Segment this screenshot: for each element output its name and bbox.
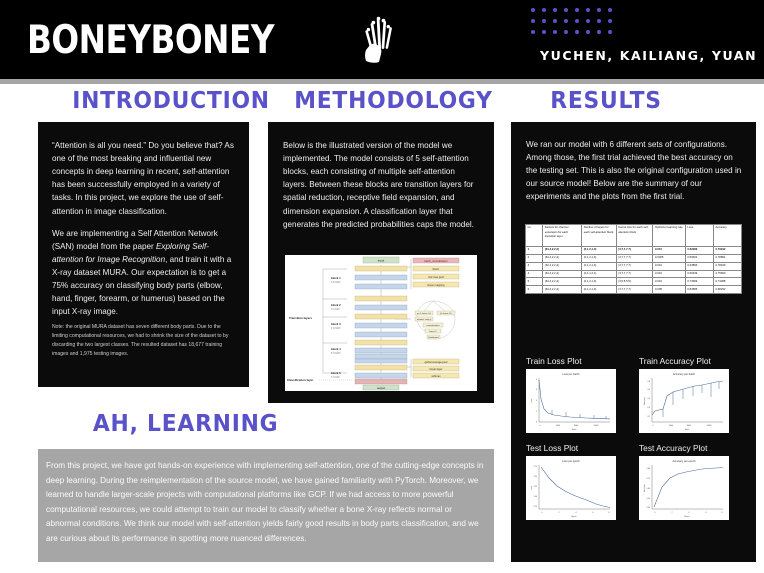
results-paragraph-1: We ran our model with 6 different sets of configurations. Among those, the first trial achieved the best accuracy on the testing set. This is also the original configuration used in our source model! Below are the summary of our experiments and the plots from the first trial. [526, 140, 742, 202]
table-cell-4: 0.001 [653, 262, 685, 270]
table-header-cell-0: no. [526, 225, 543, 247]
table-cell-6: 0.68292 [713, 286, 741, 294]
svg-text:4: 4 [575, 512, 577, 514]
plot-test-loss [526, 443, 616, 520]
introduction-body [52, 139, 236, 327]
svg-text:block 3: block 3 [331, 322, 341, 326]
methodology-body [283, 139, 479, 240]
svg-text:8000: 8000 [574, 425, 578, 427]
table-cell-0: 5 [526, 278, 543, 286]
svg-text:2: 2 [558, 512, 560, 514]
table-row [526, 247, 742, 255]
svg-text:input: input [377, 258, 385, 263]
table-cell-4: 0.001 [653, 247, 685, 255]
svg-text:0.3: 0.3 [647, 407, 650, 409]
introduction-paragraph-1: “Attention is all you need.” Do you believe that? As one of the most breaking and influential new concepts in deep learning in recent, self-attention has been successfully employed in a variety of tasks. In this project, we explore the use of self-attention in image classification. [52, 141, 234, 216]
table-header-cell-1: Factors for channel expansion for each transition layer [543, 225, 582, 247]
panel-methodology [268, 122, 494, 403]
svg-text:Classification layer: Classification layer [287, 378, 314, 382]
svg-text:5: 5 [536, 379, 537, 381]
svg-text:Batch: Batch [571, 429, 577, 431]
table-cell-4: 0.0005 [653, 254, 685, 262]
svg-text:2: 2 [671, 512, 673, 514]
plot-train-loss [526, 356, 616, 433]
svg-text:Loss: Loss [531, 399, 533, 403]
table-row [526, 262, 742, 270]
table-cell-5: 0.73369 [685, 278, 713, 286]
table-cell-1: (64,4,2,2,2) [543, 270, 582, 278]
plot-title-test-loss: Test Loss Plot [526, 443, 579, 453]
svg-text:Hadamard: Hadamard [428, 337, 439, 339]
svg-text:0: 0 [539, 425, 541, 427]
skeleton-hand-icon [352, 14, 398, 66]
page-title: BONEYBONEY [27, 18, 275, 63]
svg-text:Accuracy per epoch: Accuracy per epoch [672, 460, 696, 463]
plot-title-train-loss: Train Loss Plot [526, 356, 582, 366]
svg-text:block 5: block 5 [331, 371, 341, 375]
table-row [526, 286, 742, 294]
introduction-paragraph-2 [52, 227, 236, 319]
plot-title-test-accuracy: Test Accuracy Plot [639, 443, 708, 453]
svg-text:block 2: block 2 [331, 303, 341, 307]
svg-text:1 sa layer: 1 sa layer [331, 376, 340, 379]
table-cell-5: 0.63893 [685, 262, 713, 270]
table-cell-2: (2,1,1,2,1) [582, 270, 617, 278]
svg-text:0.8: 0.8 [647, 381, 650, 383]
table-cell-3: (3,7,7,7,7) [616, 270, 653, 278]
table-row [526, 254, 742, 262]
table-header-cell-5: Loss [685, 225, 713, 247]
table-cell-6: 0.75660 [713, 270, 741, 278]
table-cell-1: (64,4,2,2,2) [543, 254, 582, 262]
svg-text:Epoch: Epoch [571, 516, 577, 518]
svg-text:8: 8 [608, 512, 610, 514]
svg-text:Loss per batch: Loss per batch [562, 373, 580, 376]
model-architecture-diagram [285, 255, 477, 391]
svg-text:φ, δ: linear C/r: φ, δ: linear C/r [417, 313, 431, 315]
svg-text:2 sa layers: 2 sa layers [331, 281, 341, 284]
svg-text:ReLU: ReLU [432, 267, 440, 271]
table-cell-0: 4 [526, 270, 543, 278]
svg-text:global average-pool: global average-pool [424, 360, 448, 364]
svg-text:6: 6 [705, 512, 707, 514]
section-heading-methodology: METHODOLOGY [294, 88, 493, 114]
table-row [526, 270, 742, 278]
svg-text:8000: 8000 [687, 425, 691, 427]
svg-text:0: 0 [541, 512, 543, 514]
plot-canvas-test-accuracy [639, 456, 729, 520]
table-header-cell-4: Optimizer learning rate [653, 225, 685, 247]
svg-text:linear layer: linear layer [429, 367, 443, 371]
svg-text:0.2: 0.2 [647, 416, 650, 418]
svg-text:1 sa layer: 1 sa layer [331, 308, 340, 311]
table-cell-5: 0.66439 [685, 270, 713, 278]
table-cell-3: (3,7,7,7,7) [616, 254, 653, 262]
intro-p2-lead: We are implementing a Self Attention Network (SAN) model from the paper [52, 228, 218, 251]
section-heading-results: RESULTS [550, 88, 662, 114]
panel-learning [38, 449, 494, 562]
panel-introduction [38, 122, 249, 387]
svg-text:12000: 12000 [593, 425, 599, 427]
svg-text:output: output [376, 385, 386, 390]
table-cell-6: 0.74288 [713, 278, 741, 286]
table-cell-6: 0.78861 [713, 254, 741, 262]
table-cell-2: (2,1,2,1,4) [582, 286, 617, 294]
table-cell-6: 0.78169 [713, 262, 741, 270]
table-header-cell-6: Accuracy [713, 225, 741, 247]
table-row [526, 278, 742, 286]
table-cell-1: (32,2,2,2,2) [543, 262, 582, 270]
svg-text:1: 1 [536, 411, 537, 413]
table-header-row [526, 225, 742, 247]
panel-results [511, 122, 756, 562]
svg-text:3: 3 [536, 400, 537, 402]
svg-text:relation: map γ: relation: map γ [416, 319, 432, 321]
table-cell-0: 1 [526, 247, 543, 255]
plot-canvas-train-accuracy [639, 369, 729, 433]
svg-text:0: 0 [654, 512, 656, 514]
svg-text:0.80: 0.80 [646, 468, 650, 470]
learning-paragraph-1: From this project, we have got hands-on experience with implementing self-attention, one of the cutting-edge concepts in deep learning. During the reimplementation of the source model, we have gained familiarity with PyTorch. Moreover, we learned to handle larger-scale projects with computational platforms like GCP. If we had access to more powerful computational resources, we could attempt to train our model to classify whether a bone X-ray reflects normal or abnormal conditions. We think our model with self-attention yields fairly good results in body parts classification, and we are curious about its performance in spotting more nuanced differences. [46, 461, 484, 543]
svg-text:0.6: 0.6 [647, 389, 650, 391]
svg-text:4: 4 [688, 512, 690, 514]
paper-title-citation: Exploring Self-attention for Image Recognition [52, 241, 209, 264]
table-cell-6: 0.79912 [713, 247, 741, 255]
section-heading-learning: AH, LEARNING [92, 411, 279, 437]
results-body [526, 138, 742, 213]
svg-text:block 4: block 4 [331, 347, 341, 351]
table-cell-3: (3,7,7,7,7) [616, 247, 653, 255]
svg-text:1.50: 1.50 [533, 476, 537, 478]
poster-header [0, 0, 764, 79]
table-header-cell-3: Kernel size for each self-attention block [616, 225, 653, 247]
table-cell-4: 0.001 [653, 270, 685, 278]
svg-text:linear C: linear C [429, 331, 437, 333]
plot-canvas-train-loss [526, 369, 616, 433]
plot-test-accuracy [639, 443, 729, 520]
svg-text:0.75: 0.75 [533, 506, 537, 508]
svg-text:Batch: Batch [684, 429, 690, 431]
table-cell-2: (2,1,2,1,4) [582, 254, 617, 262]
svg-text:12000: 12000 [706, 425, 712, 427]
table-cell-5: 0.84585 [685, 286, 713, 294]
table-cell-3: (3,7,7,7,7) [616, 262, 653, 270]
methodology-paragraph-1: Below is the illustrated version of the model we implemented. The model consists of 5 self-attention blocks, each consisting of multiple self-attention layers. Between these blocks are transition layers for spatial reduction, receptive field expansion, and dimension expansion. A classification layer that generates the predicted probabilities caps the model. [283, 141, 474, 229]
table-cell-3: (3,7,7,7,7) [616, 286, 653, 294]
experiments-results-table [525, 224, 742, 294]
svg-text:linear mapping: linear mapping [427, 283, 445, 287]
svg-text:0: 0 [536, 421, 537, 424]
table-cell-0: 3 [526, 262, 543, 270]
svg-text:Accuracy: Accuracy [644, 484, 646, 492]
table-cell-4: 0.005 [653, 286, 685, 294]
section-heading-introduction: INTRODUCTION [72, 88, 270, 114]
svg-text:4: 4 [536, 389, 537, 391]
svg-text:batch_normalization: batch_normalization [424, 259, 448, 263]
svg-text:softmax: softmax [431, 374, 441, 378]
svg-text:Epoch: Epoch [684, 516, 690, 518]
svg-text:4 sa layers: 4 sa layers [331, 352, 341, 355]
table-cell-2: (2,1,2,1,4) [582, 278, 617, 286]
svg-text:Transition layers: Transition layers [289, 316, 312, 320]
svg-text:1.00: 1.00 [533, 496, 537, 498]
table-cell-5: 0.62293 [685, 247, 713, 255]
table-cell-1: (64,4,2,2,2) [543, 278, 582, 286]
plot-title-train-accuracy: Train Accuracy Plot [639, 356, 711, 366]
table-cell-5: 0.59402 [685, 254, 713, 262]
svg-text:Loss per epoch: Loss per epoch [562, 460, 580, 463]
table-cell-2: (2,1,2,1,4) [582, 247, 617, 255]
svg-text:Loss: Loss [531, 486, 533, 490]
plot-train-accuracy [639, 356, 729, 433]
svg-text:Accuracy: Accuracy [644, 397, 646, 405]
table-cell-1: (64,4,2,2,2) [543, 286, 582, 294]
svg-text:0.60: 0.60 [646, 488, 650, 490]
table-cell-4: 0.001 [653, 278, 685, 286]
svg-text:β: linear C/r: β: linear C/r [440, 313, 452, 315]
table-cell-3: (3,5,5,5,5) [616, 278, 653, 286]
svg-text:0.5: 0.5 [647, 398, 650, 400]
table-cell-0: 2 [526, 254, 543, 262]
plot-canvas-test-loss [526, 456, 616, 520]
authors-label: YUCHEN, KAILIANG, YUAN [540, 48, 758, 63]
svg-text:4000: 4000 [669, 425, 673, 427]
svg-text:0.50: 0.50 [646, 498, 650, 500]
table-cell-0: 6 [526, 286, 543, 294]
svg-text:0.70: 0.70 [646, 478, 650, 480]
svg-text:8: 8 [721, 512, 723, 514]
svg-text:2 sa layers: 2 sa layers [331, 327, 341, 330]
table-header-cell-2: Number of layers for each self-attention block [582, 225, 617, 247]
svg-text:4000: 4000 [556, 425, 560, 427]
introduction-dataset-note: Note: the original MURA dataset has seven different body parts. Due to the limiting computational resources, we had to shrink the size of the dataset to by discarding the two largest classes. The resulted dataset has 18,677 training images and 1,975 testing images. [52, 324, 229, 357]
table-cell-1: (64,4,2,2,2) [543, 247, 582, 255]
table-cell-2: (2,1,2,1,4) [582, 262, 617, 270]
svg-text:0.35: 0.35 [646, 507, 650, 509]
svg-text:1.75: 1.75 [533, 466, 537, 468]
svg-text:block 1: block 1 [331, 276, 341, 280]
svg-text:1.25: 1.25 [533, 486, 537, 488]
svg-text:6: 6 [592, 512, 594, 514]
svg-text:0: 0 [652, 425, 654, 427]
svg-text:2x2 max-pool: 2x2 max-pool [428, 275, 444, 279]
intro-p2-tail: , and train it with a X-ray dataset MURA. Our expectation is to get a 75% accuracy on classifying body parts (elbow, hand, finger, forearm, or humerus) based on the input X-ray image. [52, 254, 232, 317]
header-divider [0, 79, 764, 84]
svg-text:Accuracy per batch: Accuracy per batch [672, 373, 696, 376]
svg-text:normalization: normalization [426, 325, 440, 327]
dot-grid-decoration [528, 5, 616, 38]
